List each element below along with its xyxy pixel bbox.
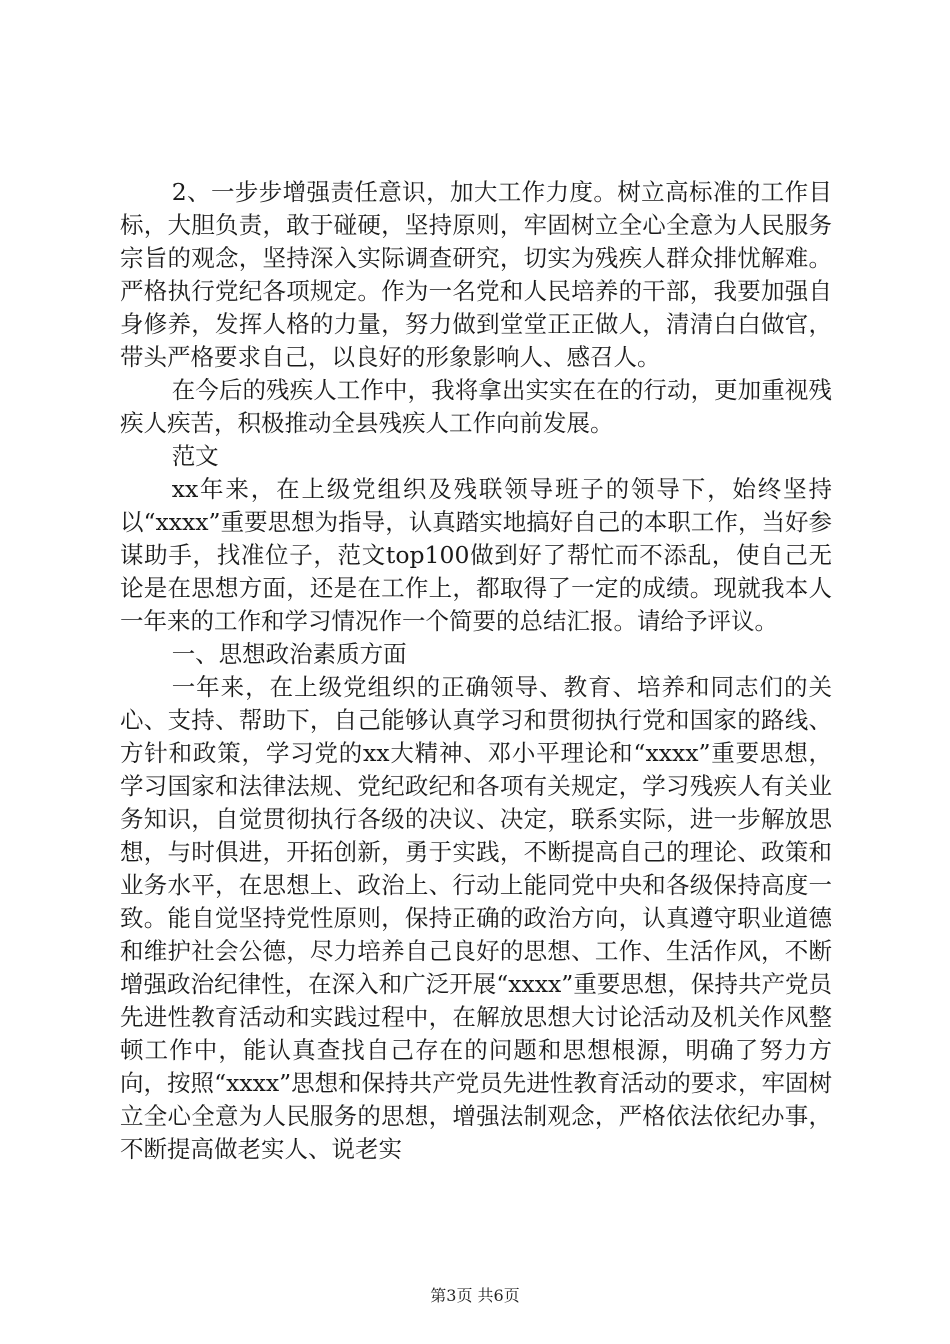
paragraph: xx年来，在上级党组织及残联领导班子的领导下，始终坚持以“xxxx”重要思想为指导，认真踏实地搞好自己的本职工作，当好参谋助手，找准位子，范文top100做到好了帮忙而不添乱，使自己无论是在思想方面，还是在工作上，都取得了一定的成绩。现就我本人一年来的工作和学习情况作一个简要的总结汇报。请给予评议。 <box>120 475 832 635</box>
paragraph: 2、一步步增强责任意识，加大工作力度。树立高标准的工作目标，大胆负责，敢于碰硬，坚持原则，牢固树立全心全意为人民服务宗旨的观念，坚持深入实际调查研究，切实为残疾人群众排忧解难。严格执行党纪各项规定。作为一名党和人民培养的干部，我要加强自身修养，发挥人格的力量，努力做到堂堂正正做人，清清白白做官，带头严格要求自己，以良好的形象影响人、感召人。 <box>120 178 832 371</box>
paragraph: 在今后的残疾人工作中，我将拿出实实在在的行动，更加重视残疾人疾苦，积极推动全县残疾人工作向前发展。 <box>120 376 832 437</box>
paragraph: 一年来，在上级党组织的正确领导、教育、培养和同志们的关心、支持、帮助下，自己能够认真学习和贯彻执行党和国家的路线、方针和政策，学习党的xx大精神、邓小平理论和“xxxx”重要思想，学习国家和法律法规、党纪政纪和各项有关规定，学习残疾人有关业务知识，自觉贯彻执行各级的决议、决定，联系实际，进一步解放思想，与时俱进，开拓创新，勇于实践，不断提高自己的理论、政策和业务水平，在思想上、政治上、行动上能同党中央和各级保持高度一致。能自觉坚持党性原则，保持正确的政治方向，认真遵守职业道德和维护社会公德，尽力培养自己良好的思想、工作、生活作风，不断增强政治纪律性，在深入和广泛开展“xxxx”重要思想，保持共产党员先进性教育活动和实践过程中，在解放思想大讨论活动及机关作风整顿工作中，能认真查找自己存在的问题和思想根源，明确了努力方向，按照“xxxx”思想和保持共产党员先进性教育活动的要求，牢固树立全心全意为人民服务的思想，增强法制观念，严格依法依纪办事，不断提高做老实人、说老实 <box>120 673 832 1163</box>
document-body <box>120 176 832 1166</box>
section-label: 范文 <box>171 442 219 470</box>
section-heading: 一、思想政治素质方面 <box>171 640 407 668</box>
page-number: 第3页 共6页 <box>430 1286 520 1305</box>
